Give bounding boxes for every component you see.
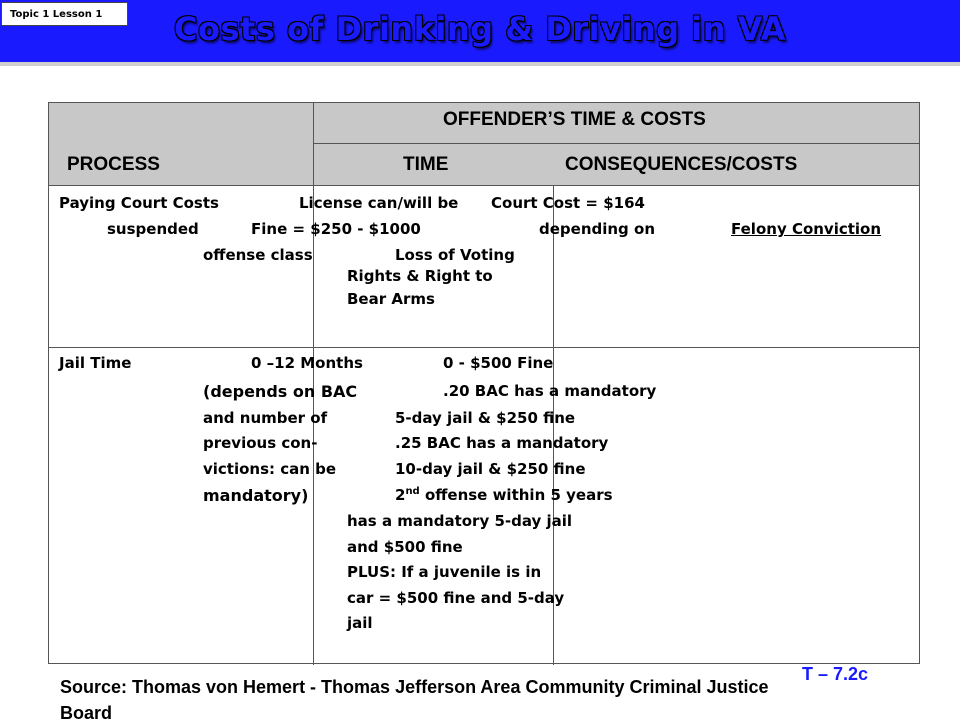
- row1-text: suspended: [107, 220, 199, 238]
- row2-text: .25 BAC has a mandatory: [395, 434, 609, 452]
- row2-text: previous con-: [203, 434, 318, 452]
- row2-text: has a mandatory 5-day jail: [347, 512, 573, 530]
- row2-text: and $500 fine: [347, 538, 463, 556]
- row1-text: offense class: [203, 246, 313, 264]
- row2-text: (depends on BAC: [203, 382, 358, 401]
- row1-felony-label: Felony Conviction: [731, 220, 882, 238]
- cost-table: [48, 102, 920, 664]
- row2-text: car = $500 fine and 5-day: [347, 589, 565, 607]
- source-citation: Source: Thomas von Hemert - Thomas Jefferson Area Community Criminal Justice Board: [60, 677, 769, 723]
- row1-text: License can/will be: [299, 194, 459, 212]
- row2-text: 2: [395, 486, 406, 504]
- header-group-label: OFFENDER’S TIME & COSTS: [443, 109, 706, 130]
- row2-text: and number of: [203, 409, 328, 427]
- row1-text: Rights & Right to: [347, 267, 493, 285]
- topic-label: Topic 1 Lesson 1: [1, 2, 128, 26]
- column-header-time: TIME: [403, 154, 449, 175]
- row1-text: Paying Court Costs: [59, 194, 219, 212]
- row1-text: Bear Arms: [347, 290, 435, 308]
- row2-text: jail: [347, 614, 373, 632]
- slide-number: T – 7.2c: [801, 664, 868, 684]
- divider: [49, 347, 919, 348]
- row2-text: 5-day jail & $250 fine: [395, 409, 576, 427]
- row2-text: .20 BAC has a mandatory: [443, 382, 657, 400]
- header-stripe: [0, 62, 960, 66]
- row2-text: 10-day jail & $250 fine: [395, 460, 586, 478]
- row2-text: offense within 5 years: [419, 486, 613, 504]
- row2-text: 0 - $500 Fine: [443, 354, 554, 372]
- row1-text: depending on: [539, 220, 656, 238]
- row2-text: 0 –12 Months: [251, 354, 363, 372]
- column-header-costs: CONSEQUENCES/COSTS: [565, 154, 798, 175]
- row2-text: [395, 486, 613, 504]
- row2-text: nd: [405, 486, 420, 497]
- divider: [49, 185, 919, 186]
- row2-text: victions: can be: [203, 460, 337, 478]
- slide-title: Costs of Drinking & Driving in VA: [174, 10, 786, 48]
- row1-text: Court Cost = $164: [491, 194, 645, 212]
- row1-text: Fine = $250 - $1000: [251, 220, 421, 238]
- row1-text: Loss of Voting: [395, 246, 515, 264]
- row2-text: mandatory): [203, 486, 309, 505]
- row2-text: Jail Time: [59, 354, 132, 372]
- column-header-process: PROCESS: [67, 154, 160, 175]
- row2-text: PLUS: If a juvenile is in: [347, 563, 542, 581]
